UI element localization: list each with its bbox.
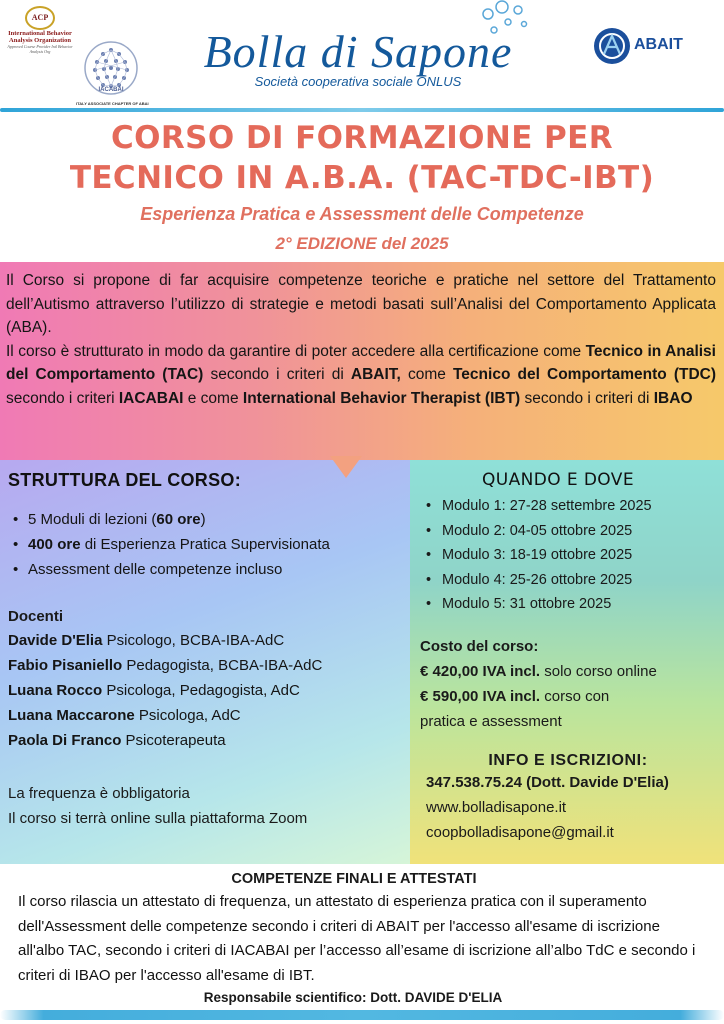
module-list	[420, 494, 716, 617]
contact-email[interactable]: coopbolladisapone@gmail.it	[426, 823, 614, 841]
list-item: • Assessment delle competenze incluso	[8, 557, 402, 582]
price-full: € 590,00 IVA incl. corso con	[420, 687, 610, 705]
course-notes	[8, 781, 402, 831]
intro-paragraph-1: Il Corso si propone di far acquisire competenze teoriche e pratiche nel settore del Trattamento dell’Autismo attraverso l’utilizzo di strategie e metodi basati sull’Analisi del Comportamento Applicata (ABA).	[6, 272, 716, 336]
abait-emblem-icon	[592, 26, 632, 66]
footer-brush-stroke	[0, 1010, 724, 1020]
contact-website[interactable]: www.bolladisapone.it	[426, 798, 567, 816]
module-item: • Modulo 1: 27-28 settembre 2025	[420, 494, 716, 519]
abait-name: ABAIT	[634, 36, 683, 53]
contact-phone: 347.538.75.24 (Dott. Davide D'Elia)	[426, 773, 669, 791]
acp-line1: International Behavior	[8, 30, 72, 37]
title-line-2: TECNICO IN A.B.A. (TAC-TDC-IBT)	[69, 160, 655, 196]
intro-panel	[0, 262, 724, 460]
acp-logo	[4, 6, 76, 68]
competenze-section	[0, 864, 724, 1024]
cost-heading: Costo del corso:	[420, 637, 539, 655]
schedule-heading: QUANDO E DOVE	[482, 470, 634, 490]
docente-row: Luana Rocco Psicologa, Pedagogista, AdC	[8, 682, 300, 699]
edition-label: 2° EDIZIONE del 2025	[275, 234, 449, 253]
acp-line2: Analysis Organization	[9, 37, 71, 44]
module-item: • Modulo 5: 31 ottobre 2025	[420, 592, 716, 617]
competenze-heading: COMPETENZE FINALI E ATTESTATI	[231, 871, 477, 887]
module-item: • Modulo 2: 04-05 ottobre 2025	[420, 519, 716, 544]
docente-row: Luana Maccarone Psicologa, AdC	[8, 707, 241, 724]
header-divider	[0, 108, 724, 112]
module-item: • Modulo 3: 18-19 ottobre 2025	[420, 543, 716, 568]
scientific-lead: Responsabile scientifico: Dott. DAVIDE D'ELIA	[203, 990, 503, 1005]
title-line-1: CORSO DI FORMAZIONE PER	[111, 120, 613, 156]
speech-pointer	[330, 456, 362, 478]
docente-row: Fabio Pisaniello Pedagogista, BCBA-IBA-AdC	[8, 657, 323, 674]
brand-subtitle: Società cooperativa sociale ONLUS	[254, 74, 462, 89]
course-structure-panel	[0, 460, 410, 864]
brand-name: Bolla di Sapone	[203, 26, 513, 77]
module-item: • Modulo 4: 25-26 ottobre 2025	[420, 568, 716, 593]
iacabai-caption: ITALY ASSOCIATE CHAPTER OF ABAI	[76, 101, 149, 106]
page-title	[0, 118, 724, 198]
competenze-text: Il corso rilascia un attestato di frequenza, un attestato di esperienza pratica con il superamento dell'Assessment delle competenze secondo i criteri di ABAIT per l'accesso all'esame di iscrizione all'albo TAC, secondo i criteri di IACABAI per l’accesso all’esame di iscrizione all’albo TdC e secondo i criteri di IBAO per l'accesso all'esame di IBT.	[18, 893, 696, 984]
platform-note: Il corso si terrà online sulla piattaforma Zoom	[8, 810, 308, 827]
docenti-heading: Docenti	[8, 608, 64, 625]
iacabai-name: IACABAI	[98, 87, 124, 93]
price-online: € 420,00 IVA incl. solo corso online	[420, 662, 657, 680]
list-item: • 400 ore di Esperienza Pratica Supervisionata	[8, 532, 402, 557]
structure-heading: STRUTTURA DEL CORSO:	[8, 470, 241, 490]
info-heading: INFO E ISCRIZIONI:	[488, 751, 648, 769]
abait-logo	[592, 22, 720, 72]
page-subtitle: Esperienza Pratica e Assessment delle Competenze	[140, 204, 584, 224]
schedule-panel	[410, 460, 724, 864]
iacabai-logo	[76, 40, 149, 106]
list-item: • 5 Moduli di lezioni (60 ore)	[8, 507, 402, 532]
acp-badge: ACP	[25, 6, 55, 30]
brand-logo	[168, 26, 548, 112]
docente-row: Paola Di Franco Psicoterapeuta	[8, 732, 226, 749]
price-full-desc: pratica e assessment	[420, 712, 562, 730]
acp-small: Approved Course Provider Intl Behavior Analysis Org	[7, 44, 73, 54]
attendance-note: La frequenza è obbligatoria	[8, 785, 190, 802]
structure-list	[8, 507, 402, 582]
docente-row: Davide D'Elia Psicologo, BCBA-IBA-AdC	[8, 632, 285, 649]
intro-paragraph-2: Il corso è strutturato in modo da garantire di poter accedere alla certificazione come Tecnico in Analisi del Comportamento (TAC) secondo i criteri di ABAIT, come Tecnico del Comportamento (TDC) secondo i criteri IACABAI e come International Behavior Therapist (IBT) secondo i criteri di IBAO	[6, 342, 717, 407]
